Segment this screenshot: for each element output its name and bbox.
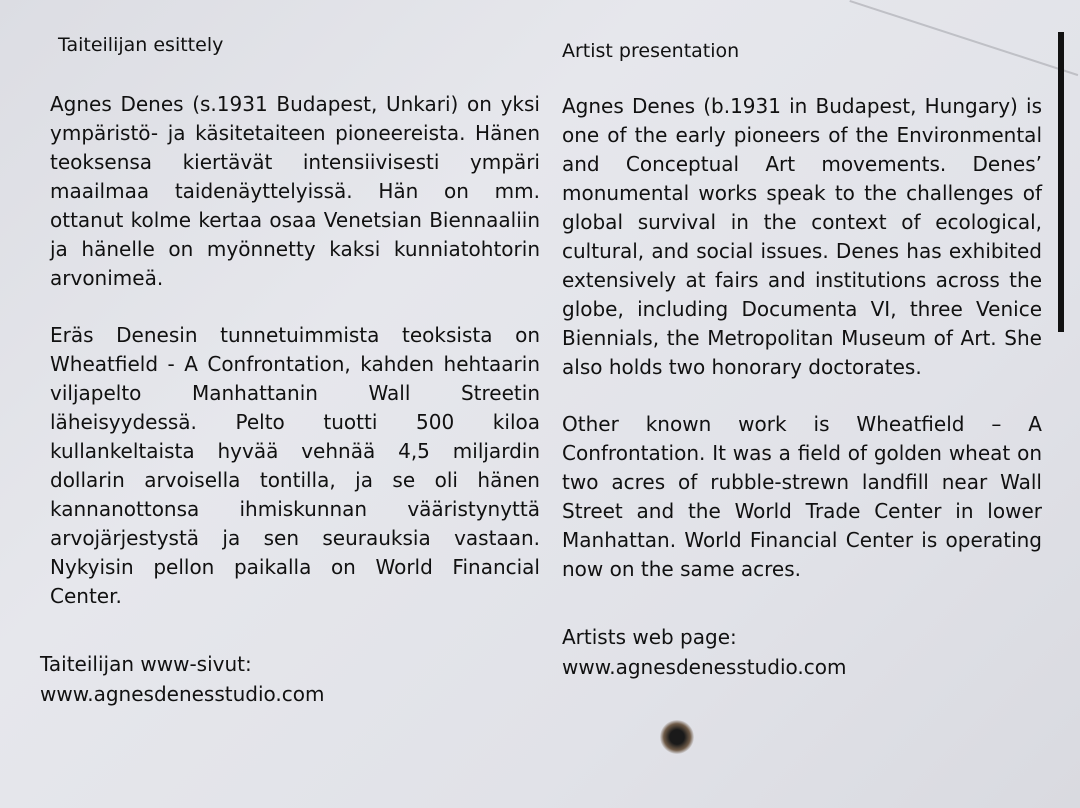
english-web-url: www.agnesdenesstudio.com: [562, 655, 847, 679]
english-web-block: [562, 622, 1042, 682]
english-heading: Artist presentation: [562, 40, 740, 62]
finnish-paragraph-1: Agnes Denes (s.1931 Budapest, Unkari) on yksi ympäristö- ja käsitetaiteen pioneereista. Hänen teoksensa kiertävät intensiivisesti ympäri maailmaa taidenäyttelyissä. Hän on mm. ottanut kolme kertaa osaa Venetsian Biennaaliin ja hänelle on myönnetty kaksi kunniatohtorin arvonimeä.: [50, 92, 540, 290]
english-column: [562, 40, 1042, 682]
english-web-label: Artists web page:: [562, 625, 737, 649]
finnish-paragraph-2: Eräs Denesin tunnetuimmista teoksista on Wheatfield - A Confrontation, kahden hehtaarin viljapelto Manhattanin Wall Streetin läheisyydessä. Pelto tuotti 500 kiloa kullankeltaista hyvää vehnää 4,5 miljardin dollarin arvoisella tontilla, ja se oli hänen kannanottonsa ihmiskunnan vääristynyttä arvojärjestystä ja sen seurauksia vastaan. Nykyisin pellon paikalla on World Financial Center.: [50, 323, 540, 608]
english-paragraph-1: Agnes Denes (b.1931 in Budapest, Hungary) is one of the early pioneers of the Environmental and Conceptual Art movements. Denes’ monumental works speak to the challenges of global survival in the context of ecological, cultural, and social issues. Denes has exhibited extensively at fairs and institutions across the globe, including Documenta VI, three Venice Biennials, the Metropolitan Museum of Art. She also holds two honorary doctorates.: [562, 94, 1042, 379]
sign-edge-line: [1058, 32, 1064, 332]
finnish-web-block: [40, 649, 540, 709]
english-paragraph-2: Other known work is Wheatfield – A Confrontation. It was a field of golden wheat on two acres of rubble-strewn landfill near Wall Street and the World Trade Center in lower Manhattan. World Financial Center is operating now on the same acres.: [562, 412, 1042, 581]
finnish-web-label: Taiteilijan www-sivut:: [40, 652, 252, 676]
finnish-web-url: www.agnesdenesstudio.com: [40, 682, 325, 706]
finnish-heading: Taiteilijan esittely: [58, 34, 224, 56]
finnish-column: [40, 34, 540, 709]
bullet-hole: [660, 720, 694, 754]
